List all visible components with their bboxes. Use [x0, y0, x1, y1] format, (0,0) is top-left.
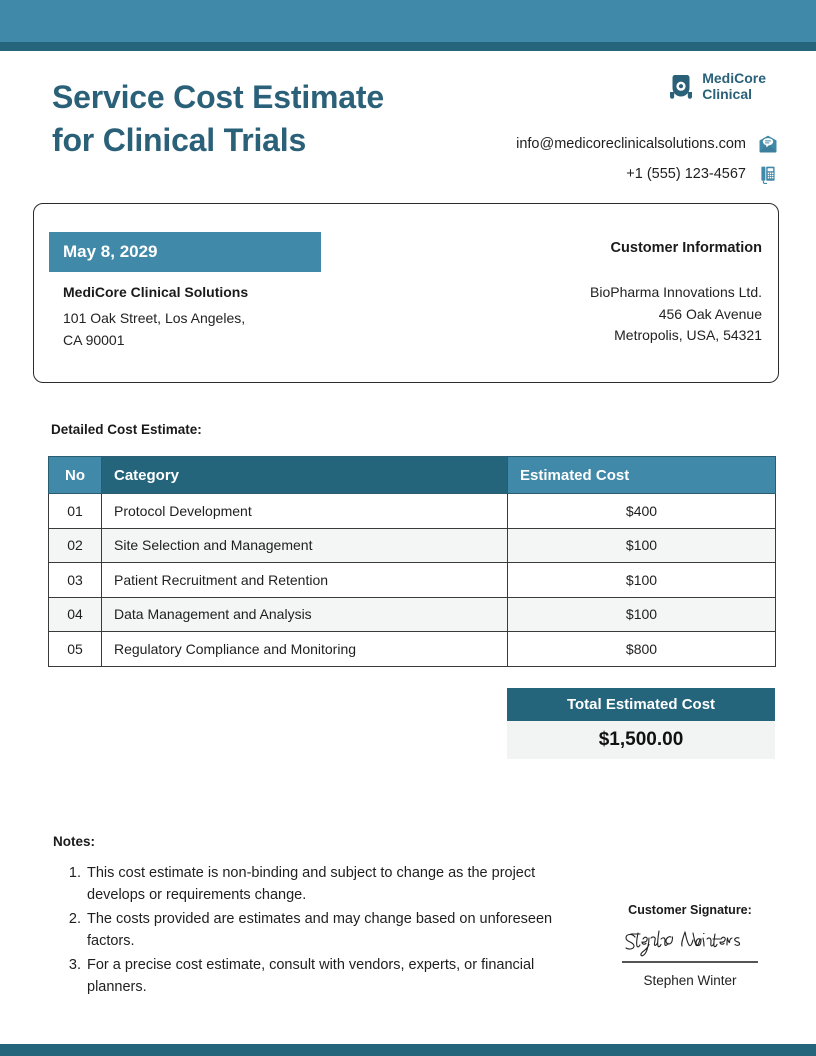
brand-logo — [666, 71, 766, 102]
total-summary — [507, 688, 775, 759]
notes-heading: Notes: — [53, 834, 96, 849]
list-item: 3. For a precise cost estimate, consult with vendors, experts, or financial planners. — [85, 954, 565, 999]
table-row — [49, 494, 776, 529]
table-row — [49, 563, 776, 598]
customer-name: BioPharma Innovations Ltd. — [590, 284, 762, 300]
contact-email-row — [358, 129, 778, 159]
table-row — [49, 528, 776, 563]
sender-address-line1: 101 Oak Street, Los Angeles, — [63, 310, 246, 326]
bottom-accent-band — [0, 1044, 816, 1056]
page-title-line1: Service Cost Estimate — [52, 79, 384, 115]
customer-address-line1: 456 Oak Avenue — [658, 305, 762, 322]
customer-block — [432, 240, 762, 347]
cost-estimate-table — [48, 456, 776, 667]
handwritten-signature-icon — [615, 925, 765, 959]
sender-company: MediCore Clinical Solutions — [63, 284, 249, 300]
info-card — [33, 203, 779, 383]
notes-list — [53, 862, 565, 1000]
sender-address-line2: CA 90001 — [63, 331, 125, 348]
list-item: 1. This cost estimate is non-binding and subject to change as the project develops or requirements change. — [85, 862, 565, 907]
customer-address-line2: Metropolis, USA, 54321 — [614, 327, 762, 344]
cell-cost: $800 — [508, 632, 776, 667]
brand-name-line1: MediCore — [702, 70, 766, 86]
cell-no: 05 — [49, 632, 102, 667]
cost-table-header — [49, 457, 776, 494]
column-header-category: Category — [102, 457, 508, 494]
cell-no: 02 — [49, 528, 102, 563]
column-header-estimated-cost: Estimated Cost — [508, 457, 776, 494]
top-accent-band-light — [0, 0, 816, 42]
signature-mark — [590, 925, 790, 959]
cell-category: Data Management and Analysis — [102, 597, 508, 632]
cost-table-body — [49, 494, 776, 667]
brand-logo-text — [702, 71, 766, 102]
top-accent-band-dark — [0, 42, 816, 51]
table-row — [49, 597, 776, 632]
contact-phone-row — [358, 159, 778, 189]
cost-table-header-row — [49, 457, 776, 494]
detailed-cost-estimate-label: Detailed Cost Estimate: — [51, 422, 202, 437]
cell-cost: $100 — [508, 597, 776, 632]
medical-lab-logo-icon — [666, 72, 696, 102]
sender-block — [63, 284, 393, 351]
signature-printed-name: Stephen Winter — [643, 972, 737, 988]
signature-block — [590, 903, 790, 988]
cell-cost: $400 — [508, 494, 776, 529]
customer-information-heading: Customer Information — [610, 240, 762, 256]
envelope-message-icon — [758, 134, 778, 154]
desk-phone-icon — [758, 164, 778, 184]
brand-name-line2: Clinical — [702, 85, 752, 102]
document-header — [0, 51, 816, 196]
contact-info — [358, 129, 778, 189]
estimate-date-badge: May 8, 2029 — [49, 232, 321, 272]
column-header-no: No — [49, 457, 102, 494]
contact-phone-text: +1 (555) 123-4567 — [626, 166, 746, 182]
cell-category: Protocol Development — [102, 494, 508, 529]
signature-line — [622, 961, 758, 963]
cell-no: 01 — [49, 494, 102, 529]
cell-no: 03 — [49, 563, 102, 598]
total-value: $1,500.00 — [507, 721, 775, 759]
list-item: 2. The costs provided are estimates and may change based on unforeseen factors. — [85, 908, 565, 953]
total-label: Total Estimated Cost — [507, 688, 775, 721]
page-title-line2: for Clinical Trials — [52, 121, 307, 158]
cell-category: Regulatory Compliance and Monitoring — [102, 632, 508, 667]
cell-category: Site Selection and Management — [102, 528, 508, 563]
cell-category: Patient Recruitment and Retention — [102, 563, 508, 598]
signature-label: Customer Signature: — [628, 903, 752, 917]
cell-cost: $100 — [508, 528, 776, 563]
table-row — [49, 632, 776, 667]
contact-email-text: info@medicoreclinicalsolutions.com — [516, 136, 746, 152]
cell-no: 04 — [49, 597, 102, 632]
cell-cost: $100 — [508, 563, 776, 598]
